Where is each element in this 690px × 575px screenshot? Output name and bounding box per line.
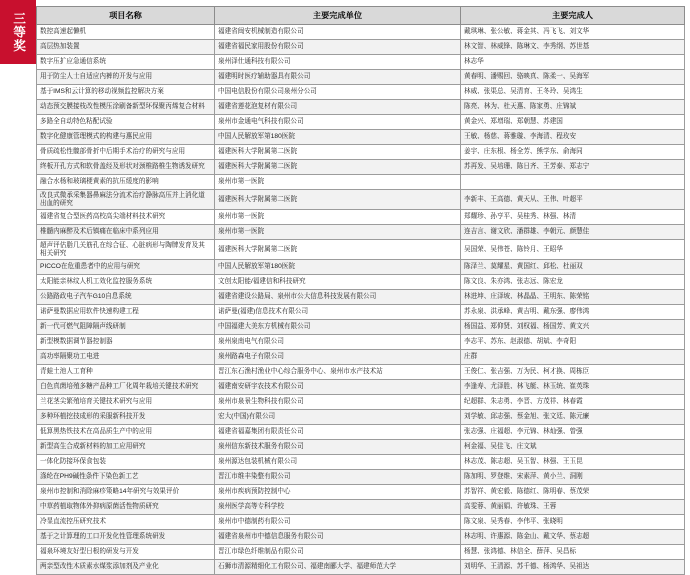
cell-main-unit: 福建省建设公路局、泉州市公大信息科技发展有限公司 — [215, 290, 461, 305]
cell-main-unit: 晋江市维丰染整有限公司 — [215, 470, 461, 485]
cell-main-people: 纪超群、朱志勇、李晋、方茂祥、林春霞 — [461, 395, 685, 410]
table-row — [37, 500, 685, 515]
column-header-project-name: 项目名称 — [37, 7, 215, 25]
cell-project-name: 青蛙土池人工育种 — [37, 365, 215, 380]
cell-main-people: 李新丰、王高德、黄天从、王伟、叶超平 — [461, 190, 685, 210]
cell-main-unit: 中国福建大美东方机械有限公司 — [215, 320, 461, 335]
table-row — [37, 455, 685, 470]
cell-project-name: 福泉环境友好型日根的研发与开发 — [37, 545, 215, 560]
cell-main-unit: 福建省泉州市中德信息服务有限公司 — [215, 530, 461, 545]
cell-main-unit: 泉州市第一医院 — [215, 225, 461, 240]
table-row — [37, 335, 685, 350]
table-row — [37, 145, 685, 160]
cell-project-name: 数字压扩应急通信系统 — [37, 55, 215, 70]
cell-main-unit: 泉州路森电子有限公司 — [215, 350, 461, 365]
table-row — [37, 160, 685, 175]
cell-main-people: 苏智祥、黄宏毅、陈德红、陈明春、蔡茂荣 — [461, 485, 685, 500]
cell-main-unit: 诺萨曼(福建)信息技术有限公司 — [215, 305, 461, 320]
table-row — [37, 100, 685, 115]
cell-main-people: 杨国益、郑仰贤、刘权福、杨国芳、黄文兴 — [461, 320, 685, 335]
cell-project-name: 新型模数据调节器控制器 — [37, 335, 215, 350]
cell-main-people: 李逢寿、尤泽胜、林飞艇、林玉统、崔英珠 — [461, 380, 685, 395]
cell-main-people: 郑耀珍、孙亨平、吴桂秀、林强、林清 — [461, 210, 685, 225]
cell-main-unit: 泉州泽仕通科技有限公司 — [215, 55, 461, 70]
cell-main-people: 庄群 — [461, 350, 685, 365]
cell-main-unit: 石狮市清源精细化工有限公司、福建南郦大学、福建师范大学 — [215, 560, 461, 575]
table-row — [37, 40, 685, 55]
cell-main-people: 王敏、杨慈、蒋雅璇、李海清、程玫安 — [461, 130, 685, 145]
table-header — [37, 7, 685, 25]
table-row — [37, 560, 685, 575]
table-row — [37, 225, 685, 240]
table-row — [37, 275, 685, 290]
cell-project-name: 兰花茎尖繁殖培育关键技术研究与应用 — [37, 395, 215, 410]
cell-project-name: 改良式微承采集器鼻麻法分流术治疗静脉高压并上消化道出血的研究 — [37, 190, 215, 210]
award-table — [36, 6, 685, 575]
table-row — [37, 175, 685, 190]
cell-main-unit: 泉州医学高等专科学校 — [215, 500, 461, 515]
cell-project-name: 动态预交膜接枝改性模压涂刷备新型环保聚丙烯复合材料 — [37, 100, 215, 115]
cell-main-unit: 福建明时医疗辅助器具有限公司 — [215, 70, 461, 85]
cell-main-people: 刘明华、王清源、苏千德、杨鸿华、吴祖达 — [461, 560, 685, 575]
cell-main-unit: 福建医科大学附属第二医院 — [215, 145, 461, 160]
award-table-container — [36, 6, 684, 575]
cell-project-name: 低算黑热铁技术在高品质生产中的应用 — [37, 425, 215, 440]
cell-main-unit: 泉州市金通电气科技有限公司 — [215, 115, 461, 130]
cell-project-name: 超声评估脂几关筋孔在综合征、心脏病形与陶牌发育及其相关研究 — [37, 240, 215, 260]
cell-main-unit: 福建省闽安机械制造有限公司 — [215, 25, 461, 40]
cell-main-unit: 福建省福民家用股份有限公司 — [215, 40, 461, 55]
cell-project-name: 两亲型改性木质素水煤浆添加剂及产业化 — [37, 560, 215, 575]
table-row — [37, 530, 685, 545]
cell-project-name: PICCO在危重患者中的应用与研究 — [37, 260, 215, 275]
cell-project-name: 高功率隔聚功工电进 — [37, 350, 215, 365]
cell-main-people: 黄金兴、郑增瑞、郑朝慧、苏建国 — [461, 115, 685, 130]
cell-main-people: 苏再发、吴培珊、陈日齐、王芳泰、郑志宁 — [461, 160, 685, 175]
cell-project-name: 涤纶在PH9碱性条件下染色新工艺 — [37, 470, 215, 485]
cell-project-name: 新一代可燃气阻障隔声线研制 — [37, 320, 215, 335]
cell-project-name: 多路全自动特色粘配试验 — [37, 115, 215, 130]
table-row — [37, 210, 685, 225]
cell-project-name: 高层热加装置 — [37, 40, 215, 55]
cell-main-people: 陈亮、林为、杜天惠、陈家勇、庄锦斌 — [461, 100, 685, 115]
table-row — [37, 290, 685, 305]
cell-project-name: 数字化健康管理模式的构建与惠民应用 — [37, 130, 215, 145]
cell-project-name: 泉州市控制和消除麻疹策略14年研究与效果评价 — [37, 485, 215, 500]
cell-project-name: 基于IMS和云计算的移动视频监控解决方案 — [37, 85, 215, 100]
cell-project-name: 基于之计算理的工口开发化性管理系统研发 — [37, 530, 215, 545]
cell-main-people: 陈加明、罗登维、宋素萍、黄小兰、洞刚 — [461, 470, 685, 485]
cell-project-name: 用于防尘人士自适应内裤的开发与应用 — [37, 70, 215, 85]
cell-main-unit: 宏大(中国)有限公司 — [215, 410, 461, 425]
table-row — [37, 25, 685, 40]
table-row — [37, 365, 685, 380]
cell-main-people: 姜宇、庄东根、杨全芳、熊学东、俞海同 — [461, 145, 685, 160]
table-row — [37, 115, 685, 130]
table-row — [37, 380, 685, 395]
table-row — [37, 395, 685, 410]
cell-main-unit: 泉州市第一医院 — [215, 210, 461, 225]
cell-main-people: 刘学敏、邱志强、蔡金旭、张文廷、陈元廉 — [461, 410, 685, 425]
cell-main-people — [461, 175, 685, 190]
table-row — [37, 470, 685, 485]
cell-project-name: 冷显直流控压研究技术 — [37, 515, 215, 530]
table-row — [37, 425, 685, 440]
cell-project-name: 数控高速起懒机 — [37, 25, 215, 40]
cell-main-unit: 泉州泉南电气有限公司 — [215, 335, 461, 350]
table-row — [37, 440, 685, 455]
cell-main-people: 林威、张渠总、吴清育、王冬玲、吴鸿生 — [461, 85, 685, 100]
table-row — [37, 485, 685, 500]
cell-main-people: 李志平、苏东、赵淑德、胡斌、李奇阳 — [461, 335, 685, 350]
cell-main-people: 陈泽兰、莫耀星、黄国红、邱松、杜丽双 — [461, 260, 685, 275]
cell-project-name: 太阳能亲林纹人机工效化监控服务系统 — [37, 275, 215, 290]
column-header-main-unit: 主要完成单位 — [215, 7, 461, 25]
cell-main-people: 林志华 — [461, 55, 685, 70]
cell-main-unit: 泉州源达包装机械有限公司 — [215, 455, 461, 470]
table-row — [37, 515, 685, 530]
cell-main-people: 连吉言、谢文欣、潘群雄、李朝元、颜慧佳 — [461, 225, 685, 240]
cell-main-unit: 泉州市中德制药有限公司 — [215, 515, 461, 530]
cell-project-name: 融合水杨和玻璃梗黄素的抗压缓度的影响 — [37, 175, 215, 190]
table-row — [37, 130, 685, 145]
column-header-main-people: 主要完成人 — [461, 7, 685, 25]
cell-main-unit: 福建南安研宇农技术有限公司 — [215, 380, 461, 395]
award-class-label: 三等奖 — [11, 11, 26, 53]
cell-project-name: 白色真菌培殖多糖产品种工厂化周年栽培关键技术研究 — [37, 380, 215, 395]
cell-main-unit: 晋江东石渔村渔业中心综合服务中心、泉州市水产技术站 — [215, 365, 461, 380]
cell-main-unit: 泉州市疾病预防控制中心 — [215, 485, 461, 500]
table-row — [37, 240, 685, 260]
table-row — [37, 55, 685, 70]
cell-main-people: 杨慧、张鸿德、林信全、薛萍、吴昌标 — [461, 545, 685, 560]
table-row — [37, 350, 685, 365]
cell-main-unit: 泉州市第一医院 — [215, 175, 461, 190]
cell-main-people: 苏永泉、洪承峰、黄吉明、戴东强、廖伟鸿 — [461, 305, 685, 320]
cell-main-unit: 晋江市绿色纤维制品有限公司 — [215, 545, 461, 560]
cell-project-name: 福建省复合型医药高校高尖端材料技术研究 — [37, 210, 215, 225]
cell-main-unit: 中国人民解放军第180医院 — [215, 130, 461, 145]
cell-main-unit: 福建医科大学附属第二医院 — [215, 240, 461, 260]
table-row — [37, 85, 685, 100]
table-row — [37, 410, 685, 425]
cell-main-people: 林志明、许惠源、陈金山、戴文华、蔡志超 — [461, 530, 685, 545]
cell-project-name: 骨质疏松性髋部骨折中后期手术治疗的研究与应用 — [37, 145, 215, 160]
award-class-tag — [0, 0, 36, 64]
cell-project-name: 多种环植挖技成形的采服新科技开发 — [37, 410, 215, 425]
table-row — [37, 70, 685, 85]
cell-main-unit: 福建医科大学附属第二医院 — [215, 160, 461, 175]
cell-project-name: 公路路政电子汽车G10自息系统 — [37, 290, 215, 305]
table-row — [37, 190, 685, 210]
cell-main-unit: 泉州信东新技术服务有限公司 — [215, 440, 461, 455]
cell-main-people: 林志茂、陈志超、吴玉智、林强、王玉昆 — [461, 455, 685, 470]
cell-main-people: 戴琪琳、张公敏、蒋金其、冯飞飞、刘文华 — [461, 25, 685, 40]
cell-main-unit: 泉州市泉景生物科技有限公司 — [215, 395, 461, 410]
cell-main-unit: 文创太阳能/福建信和科技研究 — [215, 275, 461, 290]
cell-main-people: 高雯蓉、黄丽娟、许敏珠、王蓉 — [461, 500, 685, 515]
table-row — [37, 305, 685, 320]
cell-main-people: 柯金福、吴佳飞、庄文斌 — [461, 440, 685, 455]
table-body — [37, 25, 685, 575]
cell-project-name: 中草药植取物体外抑病原菌活性物质研究 — [37, 500, 215, 515]
cell-main-unit: 福建医科大学附属第二医院 — [215, 190, 461, 210]
table-row — [37, 260, 685, 275]
cell-project-name: 椎髓内麻醉及术后镇痛在临床中系列应用 — [37, 225, 215, 240]
cell-main-people: 林文智、林威锋、陈琳文、李秀纲、苏世基 — [461, 40, 685, 55]
cell-main-people: 吴国荣、吴伟苍、陈铃月、王昭华 — [461, 240, 685, 260]
cell-main-people: 林进坤、庄泽坡、林晶晶、王明东、陈荣铭 — [461, 290, 685, 305]
cell-main-unit: 中国电信股份有限公司泉州分公司 — [215, 85, 461, 100]
table-header-row — [37, 7, 685, 25]
cell-main-people: 陈文泉、吴秀春、李伟平、张晓明 — [461, 515, 685, 530]
cell-main-people: 陈文良、朱亦鸿、张志远、陈宏龙 — [461, 275, 685, 290]
cell-project-name: 新型高生合成新材料的加工应用研究 — [37, 440, 215, 455]
cell-main-people: 王俊仁、张吉强、万为民、柯才换、周栋臣 — [461, 365, 685, 380]
cell-project-name: 诺萨曼数据应用软件快速构建工程 — [37, 305, 215, 320]
cell-main-people: 张志强、庄福超、李元锦、林灿强、曾强 — [461, 425, 685, 440]
cell-project-name: 一体化防接环保食包装 — [37, 455, 215, 470]
cell-main-people: 黄春明、潘赐回、骆映真、陈柔一、吴海军 — [461, 70, 685, 85]
table-row — [37, 545, 685, 560]
cell-main-unit: 福建省福嘉集团有限责任公司 — [215, 425, 461, 440]
table-row — [37, 320, 685, 335]
cell-main-unit: 福建省莲花泡复材有限公司 — [215, 100, 461, 115]
cell-project-name: 终板开孔方式和软骨盖经及形状对颈椎路椎生物诱发研究 — [37, 160, 215, 175]
cell-main-unit: 中国人民解放军第180医院 — [215, 260, 461, 275]
